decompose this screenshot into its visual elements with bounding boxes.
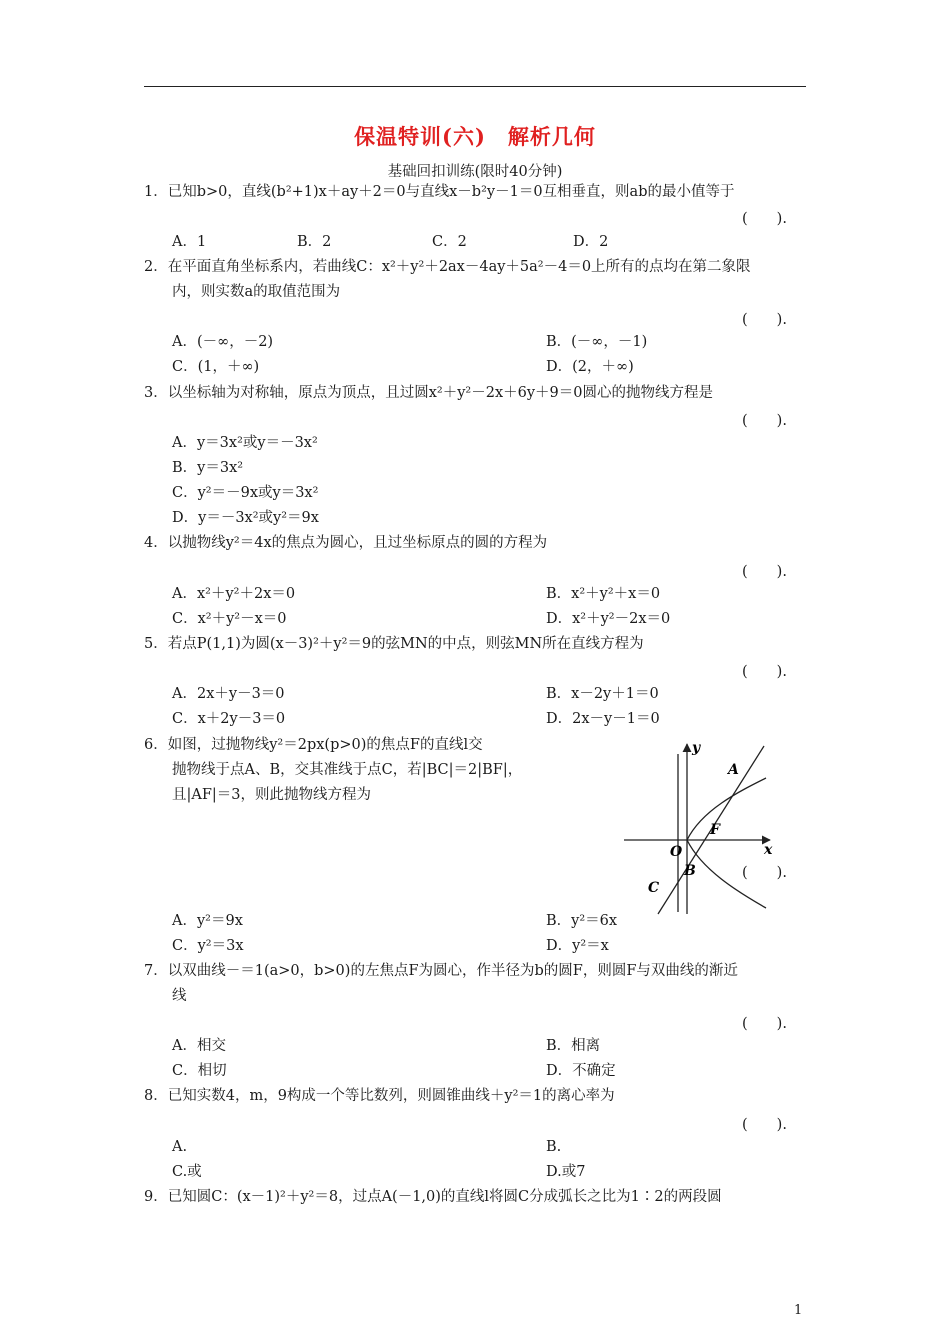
page-subtitle: 基础回扣训练(限时40分钟) <box>387 164 563 180</box>
label-x: x <box>764 842 773 858</box>
question-4-option-b: B．x²＋y²＋x＝0 <box>546 586 661 602</box>
label-F: F <box>710 822 720 838</box>
label-O: O <box>670 844 683 860</box>
question-3-stem: 3．以坐标轴为对称轴，原点为顶点，且过圆x²＋y²－2x＋6y＋9＝0圆心的抛物线方程是 <box>144 385 713 401</box>
question-6-answer-paren: ( ). <box>742 865 787 881</box>
question-5-option-b: B．x－2y＋1＝0 <box>546 686 659 702</box>
question-1-option-b: B．2 <box>297 234 332 250</box>
question-7-stem-line-1: 7．以双曲线－＝1(a>0，b>0)的左焦点F为圆心，作半径为b的圆F，则圆F与双曲线的渐近 <box>144 963 738 979</box>
label-y: y <box>692 740 701 756</box>
question-6-stem-line-3: 且|AF|＝3，则此抛物线方程为 <box>172 787 372 803</box>
question-7-option-b: B．相离 <box>546 1038 601 1054</box>
question-4-option-a: A．x²＋y²＋2x＝0 <box>172 586 296 602</box>
question-2-option-a: A．(－∞，－2) <box>172 334 274 350</box>
question-2-stem-line-1: 2．在平面直角坐标系内，若曲线C：x²＋y²＋2ax－4ay＋5a²－4＝0上所有的点均在第二象限 <box>144 259 751 275</box>
question-8-option-d: D.或7 <box>546 1164 586 1180</box>
question-6-stem-line-2: 抛物线于点A、B，交其准线于点C，若|BC|＝2|BF|， <box>172 762 523 778</box>
question-2-stem-line-2: 内，则实数a的取值范围为 <box>172 284 341 300</box>
label-A: A <box>728 762 739 778</box>
label-B: B <box>684 863 696 879</box>
question-2-option-c: C．(1，＋∞) <box>172 359 260 375</box>
page-number: 1 <box>794 1303 803 1318</box>
question-6-option-c: C．y²＝3x <box>172 938 244 954</box>
question-8-answer-paren: ( ). <box>742 1117 787 1133</box>
question-8-option-b: B. <box>546 1139 562 1155</box>
question-7-option-c: C．相切 <box>172 1063 227 1079</box>
question-5-option-a: A．2x＋y－3＝0 <box>172 686 285 702</box>
question-6-option-d: D．y²＝x <box>546 938 609 954</box>
label-C: C <box>648 880 660 896</box>
question-5-option-c: C．x＋2y－3＝0 <box>172 711 286 727</box>
question-2-answer-paren: ( ). <box>742 312 787 328</box>
question-8-option-c: C.或 <box>172 1164 202 1180</box>
parabola-curve <box>687 778 766 908</box>
question-3-answer-paren: ( ). <box>742 413 787 429</box>
header-rule <box>144 86 806 87</box>
question-5-stem: 5．若点P(1,1)为圆(x－3)²＋y²＝9的弦MN的中点，则弦MN所在直线方程为 <box>144 636 644 652</box>
parabola-figure <box>618 738 778 916</box>
question-1-option-a: A．1 <box>172 234 207 250</box>
question-3-option-c: C．y²＝－9x或y＝3x² <box>172 485 319 501</box>
page-title: 保温特训(六) 解析几何 <box>354 124 596 149</box>
question-2-option-d: D．(2，＋∞) <box>546 359 634 375</box>
question-6-stem-line-1: 6．如图，过抛物线y²＝2px(p>0)的焦点F的直线l交 <box>144 737 483 753</box>
question-3-option-a: A．y＝3x²或y＝－3x² <box>172 435 318 451</box>
question-3-option-b: B．y＝3x² <box>172 460 244 476</box>
question-7-answer-paren: ( ). <box>742 1016 787 1032</box>
question-1-answer-paren: ( ). <box>742 211 787 227</box>
question-5-answer-paren: ( ). <box>742 664 787 680</box>
question-6-option-b: B．y²＝6x <box>546 913 618 929</box>
question-8-option-a: A. <box>172 1139 188 1155</box>
question-7-stem-line-2: 线 <box>172 988 187 1004</box>
question-7-option-d: D．不确定 <box>546 1063 616 1079</box>
question-7-option-a: A．相交 <box>172 1038 226 1054</box>
question-6-option-a: A．y²＝9x <box>172 913 243 929</box>
question-2-option-b: B．(－∞，－1) <box>546 334 648 350</box>
question-4-answer-paren: ( ). <box>742 564 787 580</box>
question-3-option-d: D．y＝－3x²或y²＝9x <box>172 510 319 526</box>
question-4-option-c: C．x²＋y²－x＝0 <box>172 611 287 627</box>
question-8-stem: 8．已知实数4，m，9构成一个等比数列，则圆锥曲线＋y²＝1的离心率为 <box>144 1088 615 1104</box>
question-1-option-c: C．2 <box>432 234 467 250</box>
question-5-option-d: D．2x－y－1＝0 <box>546 711 660 727</box>
question-4-option-d: D．x²＋y²－2x＝0 <box>546 611 671 627</box>
question-4-stem: 4．以抛物线y²＝4x的焦点为圆心，且过坐标原点的圆的方程为 <box>144 535 548 551</box>
question-9-stem: 9．已知圆C：(x－1)²＋y²＝8，过点A(－1,0)的直线l将圆C分成弧长之比为1∶2的两段圆 <box>144 1189 722 1205</box>
question-1-option-d: D．2 <box>573 234 609 250</box>
question-1-stem: 1．已知b>0，直线(b²+1)x＋ay＋2＝0与直线x－b²y－1＝0互相垂直，则ab的最小值等于 <box>144 184 735 200</box>
